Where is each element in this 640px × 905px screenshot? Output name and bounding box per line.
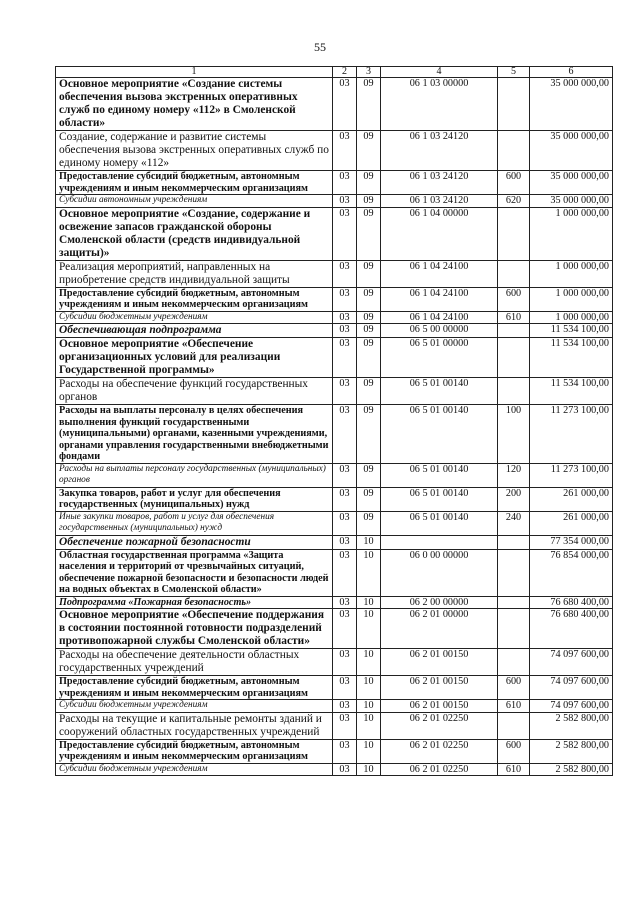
row-expense-type [498,260,530,287]
row-name: Обеспечение пожарной безопасности [56,535,333,549]
row-subsection: 09 [357,207,381,260]
row-amount: 2 582 800,00 [530,712,613,739]
row-expense-type [498,712,530,739]
row-expense-type [498,596,530,609]
row-expense-type [498,549,530,596]
table-row [56,131,613,171]
table-row [56,739,613,763]
row-amount: 1 000 000,00 [530,287,613,311]
row-subsection: 09 [357,378,381,405]
row-subsection: 10 [357,535,381,549]
row-name: Предоставление субсидий бюджетным, автономным учреждениям и иным некоммерческим организациям [56,287,333,311]
row-expense-type: 600 [498,287,530,311]
row-target-article: 06 2 00 00000 [381,596,498,609]
row-section: 03 [333,649,357,676]
row-expense-type: 200 [498,487,530,511]
row-name: Субсидии бюджетным учреждениям [56,311,333,324]
row-name: Создание, содержание и развитие системы обеспечения вызова экстренных оперативных служб по единому номеру «112» [56,131,333,171]
row-subsection: 09 [357,311,381,324]
row-subsection: 10 [357,712,381,739]
row-name: Предоставление субсидий бюджетным, автономным учреждениям и иным некоммерческим организациям [56,171,333,195]
row-amount: 74 097 600,00 [530,676,613,700]
row-expense-type: 120 [498,463,530,487]
table-header-row [56,67,613,78]
col-header-target-article: 4 [381,67,498,78]
row-subsection: 09 [357,287,381,311]
row-section: 03 [333,311,357,324]
table-row [56,649,613,676]
row-name: Основное мероприятие «Обеспечение организационных условий для реализации Государственной программы» [56,338,333,378]
row-expense-type [498,78,530,131]
row-subsection: 09 [357,511,381,535]
row-section: 03 [333,195,357,208]
row-expense-type [498,207,530,260]
row-section: 03 [333,405,357,464]
row-expense-type [498,649,530,676]
budget-table [55,66,613,776]
row-amount: 1 000 000,00 [530,311,613,324]
row-expense-type: 620 [498,195,530,208]
table-row [56,324,613,338]
row-subsection: 10 [357,649,381,676]
row-amount: 261 000,00 [530,487,613,511]
row-amount: 76 854 000,00 [530,549,613,596]
row-amount: 11 534 100,00 [530,338,613,378]
row-subsection: 09 [357,405,381,464]
row-amount: 76 680 400,00 [530,609,613,649]
page-number: 55 [314,40,326,54]
table-row [56,171,613,195]
table-row [56,311,613,324]
row-subsection: 09 [357,78,381,131]
row-subsection: 09 [357,487,381,511]
col-header-subsection: 3 [357,67,381,78]
row-expense-type [498,338,530,378]
row-target-article: 06 5 01 00140 [381,511,498,535]
row-expense-type: 600 [498,739,530,763]
row-subsection: 10 [357,609,381,649]
row-name: Предоставление субсидий бюджетным, автономным учреждениям и иным некоммерческим организациям [56,676,333,700]
row-target-article: 06 1 03 00000 [381,78,498,131]
row-amount: 2 582 800,00 [530,739,613,763]
table-row [56,712,613,739]
row-target-article: 06 5 01 00140 [381,378,498,405]
row-target-article: 06 2 01 00150 [381,676,498,700]
table-row [56,700,613,713]
row-target-article [381,535,498,549]
row-amount: 77 354 000,00 [530,535,613,549]
row-section: 03 [333,131,357,171]
row-amount: 35 000 000,00 [530,131,613,171]
row-expense-type [498,131,530,171]
row-name: Расходы на выплаты персоналу государственных (муниципальных) органов [56,463,333,487]
row-name: Субсидии автономным учреждениям [56,195,333,208]
row-subsection: 10 [357,763,381,776]
row-subsection: 09 [357,260,381,287]
row-name: Предоставление субсидий бюджетным, автономным учреждениям и иным некоммерческим организациям [56,739,333,763]
row-subsection: 10 [357,676,381,700]
row-subsection: 10 [357,739,381,763]
row-target-article: 06 1 03 24120 [381,131,498,171]
row-subsection: 09 [357,131,381,171]
row-name: Субсидии бюджетным учреждениям [56,763,333,776]
row-section: 03 [333,260,357,287]
row-amount: 1 000 000,00 [530,207,613,260]
row-name: Обеспечивающая подпрограмма [56,324,333,338]
row-amount: 11 273 100,00 [530,405,613,464]
row-name: Подпрограмма «Пожарная безопасность» [56,596,333,609]
row-section: 03 [333,207,357,260]
row-target-article: 06 2 01 00000 [381,609,498,649]
row-expense-type [498,378,530,405]
table-row [56,260,613,287]
row-section: 03 [333,596,357,609]
row-section: 03 [333,712,357,739]
row-section: 03 [333,535,357,549]
row-section: 03 [333,378,357,405]
row-expense-type: 610 [498,763,530,776]
row-subsection: 09 [357,171,381,195]
row-expense-type: 240 [498,511,530,535]
table-row [56,549,613,596]
row-section: 03 [333,511,357,535]
row-name: Расходы на текущие и капитальные ремонты зданий и сооружений областных государственных учреждений [56,712,333,739]
row-name: Расходы на обеспечение деятельности областных государственных учреждений [56,649,333,676]
row-name: Расходы на выплаты персоналу в целях обеспечения выполнения функций государственными (муниципальными) органами, казенными учреждениями, органами управления государственными внебюджетными фондами [56,405,333,464]
table-row [56,195,613,208]
row-subsection: 09 [357,338,381,378]
row-amount: 74 097 600,00 [530,649,613,676]
row-section: 03 [333,463,357,487]
row-section: 03 [333,338,357,378]
row-expense-type: 600 [498,676,530,700]
table-row [56,487,613,511]
row-target-article: 06 1 03 24120 [381,171,498,195]
row-target-article: 06 5 00 00000 [381,324,498,338]
row-name: Областная государственная программа «Защита населения и территорий от чрезвычайных ситуаций, обеспечение пожарной безопасности и безопасности людей на водных объектах в Смоленской области» [56,549,333,596]
row-target-article: 06 2 01 02250 [381,739,498,763]
row-subsection: 09 [357,463,381,487]
row-name: Основное мероприятие «Обеспечение поддержания в состоянии постоянной готовности подразделений противопожарной службы Смоленской области» [56,609,333,649]
row-amount: 11 534 100,00 [530,378,613,405]
col-header-section: 2 [333,67,357,78]
row-target-article: 06 1 03 24120 [381,195,498,208]
row-section: 03 [333,78,357,131]
row-target-article: 06 1 04 24100 [381,260,498,287]
row-section: 03 [333,676,357,700]
row-expense-type: 100 [498,405,530,464]
col-header-name: 1 [56,67,333,78]
row-target-article: 06 2 01 00150 [381,649,498,676]
row-name: Реализация мероприятий, направленных на приобретение средств индивидуальной защиты [56,260,333,287]
row-amount: 11 273 100,00 [530,463,613,487]
col-header-amount: 6 [530,67,613,78]
table-row [56,763,613,776]
row-subsection: 09 [357,195,381,208]
row-target-article: 06 5 01 00140 [381,487,498,511]
row-amount: 11 534 100,00 [530,324,613,338]
row-target-article: 06 2 01 00150 [381,700,498,713]
row-subsection: 10 [357,596,381,609]
col-header-expense-type: 5 [498,67,530,78]
row-subsection: 10 [357,549,381,596]
row-amount: 2 582 800,00 [530,763,613,776]
row-subsection: 09 [357,324,381,338]
row-amount: 35 000 000,00 [530,195,613,208]
row-target-article: 06 1 04 00000 [381,207,498,260]
row-expense-type [498,609,530,649]
row-name: Основное мероприятие «Создание системы обеспечения вызова экстренных оперативных служб по единому номеру «112» в Смоленской области» [56,78,333,131]
table-row [56,78,613,131]
row-expense-type [498,324,530,338]
row-amount: 35 000 000,00 [530,78,613,131]
row-amount: 35 000 000,00 [530,171,613,195]
row-target-article: 06 0 00 00000 [381,549,498,596]
row-name: Иные закупки товаров, работ и услуг для обеспечения государственных (муниципальных) нужд [56,511,333,535]
row-expense-type: 610 [498,700,530,713]
row-section: 03 [333,609,357,649]
table-row [56,463,613,487]
row-section: 03 [333,700,357,713]
row-section: 03 [333,739,357,763]
row-expense-type [498,535,530,549]
row-name: Субсидии бюджетным учреждениям [56,700,333,713]
table-row [56,609,613,649]
row-section: 03 [333,287,357,311]
table-row [56,207,613,260]
row-target-article: 06 5 01 00140 [381,463,498,487]
row-amount: 1 000 000,00 [530,260,613,287]
table-row [56,676,613,700]
row-target-article: 06 2 01 02250 [381,712,498,739]
row-section: 03 [333,549,357,596]
row-expense-type: 610 [498,311,530,324]
row-target-article: 06 1 04 24100 [381,311,498,324]
row-amount: 74 097 600,00 [530,700,613,713]
table-row [56,287,613,311]
row-section: 03 [333,171,357,195]
row-target-article: 06 5 01 00000 [381,338,498,378]
table-row [56,338,613,378]
row-section: 03 [333,324,357,338]
row-amount: 261 000,00 [530,511,613,535]
row-section: 03 [333,487,357,511]
table-row [56,511,613,535]
row-target-article: 06 2 01 02250 [381,763,498,776]
row-subsection: 10 [357,700,381,713]
row-expense-type: 600 [498,171,530,195]
row-target-article: 06 5 01 00140 [381,405,498,464]
row-name: Основное мероприятие «Создание, содержание и освежение запасов гражданской обороны Смоленской области (средств индивидуальной защиты)» [56,207,333,260]
table-row [56,405,613,464]
table-row [56,378,613,405]
row-target-article: 06 1 04 24100 [381,287,498,311]
row-name: Закупка товаров, работ и услуг для обеспечения государственных (муниципальных) нужд [56,487,333,511]
table-row [56,596,613,609]
row-amount: 76 680 400,00 [530,596,613,609]
row-section: 03 [333,763,357,776]
table-row [56,535,613,549]
row-name: Расходы на обеспечение функций государственных органов [56,378,333,405]
